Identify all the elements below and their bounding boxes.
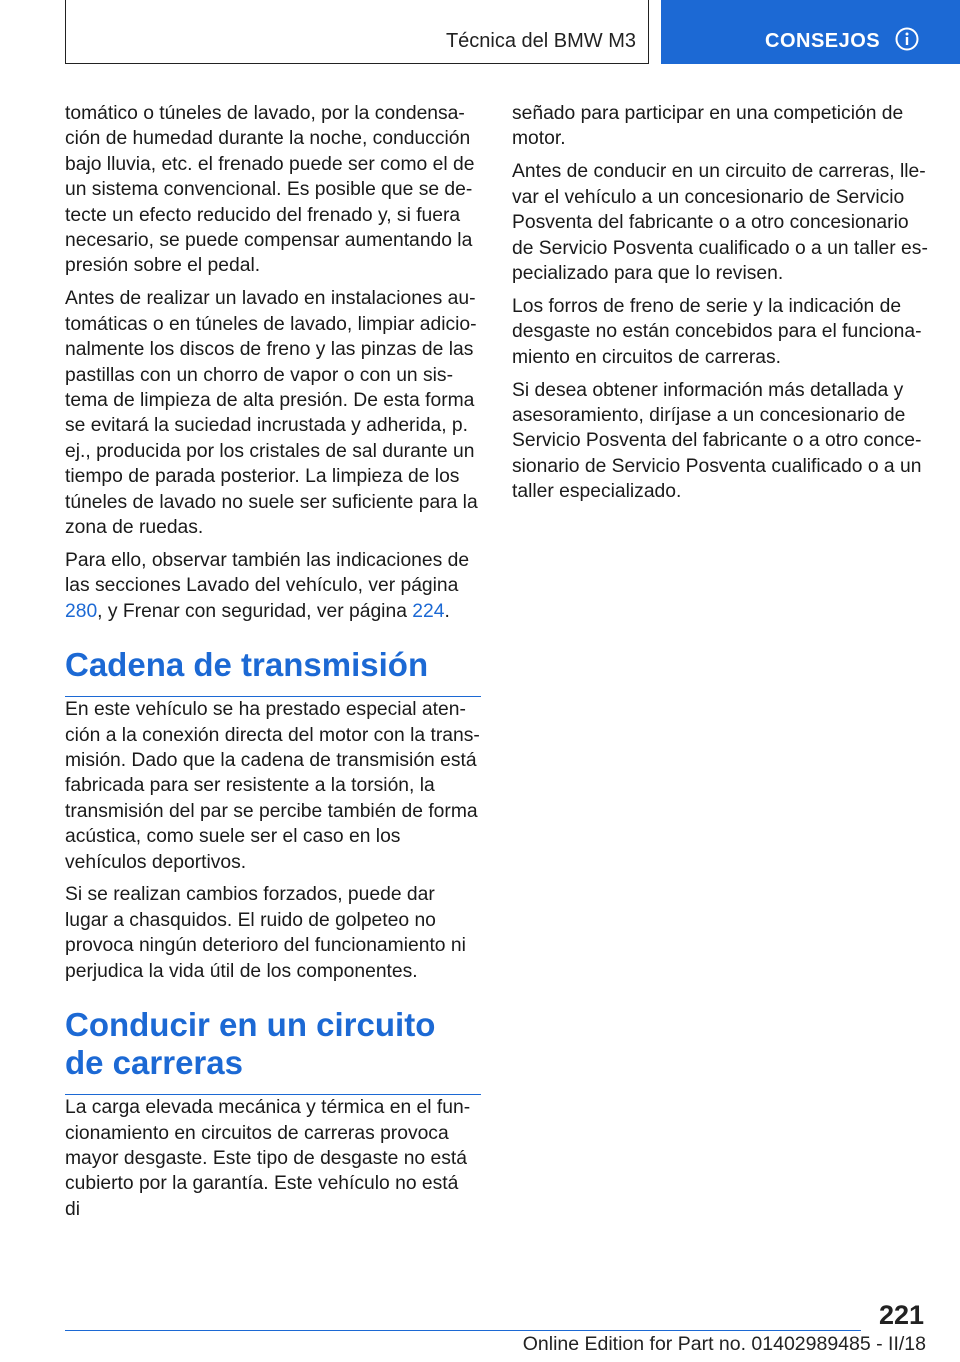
page-number: 221 [878,1300,924,1330]
page-link-224[interactable]: 224 [412,600,445,622]
text-run: , y Frenar con seguridad, ver página [97,600,413,622]
footer-divider [65,1330,861,1331]
tab-consejos[interactable] [661,0,960,64]
section-heading-transmission: Cadena de transmisión [65,646,481,697]
info-icon [895,27,919,51]
paragraph: Si se realizan cambios forzados, puede dar lugar a chasquidos. El ruido de golpeteo no provoca ningún deterioro del funcionamiento ni perjudica la vida útil de los componentes. [65,884,466,982]
paragraph: Antes de realizar un lavado en instalaciones automáticas o en túneles de lavado, limpiar adicionalmente los discos de freno y las pinzas de las pastillas con un chorro de vapor o con un sistema de limpieza de alta presión. De esta forma se evitará la suciedad incrustada y adherida, p. ej., producida por los cristales de sal durante un tiempo de parada posterior. La limpieza de los túneles de lavado no suele ser suficiente para la zona de ruedas. [65,288,478,538]
header-title-box [65,0,649,64]
paragraph: señado para participar en una competición de motor. [512,103,904,150]
paragraph: Antes de conducir en un circuito de carreras, llevar el vehículo a un concesionario de Servicio Posventa del fabricante o a otro concesionario de Servicio Posventa cualificado o a un taller especializado para que lo revisen. [512,161,928,284]
paragraph: Si desea obtener información más detallada y asesoramiento, diríjase a un concesionario de Servicio Posventa del fabricante o a otro concesionario de Servicio Posventa cualificado o a un taller especializado. [512,379,922,503]
text-run: Para ello, observar también las indicaciones de las secciones Lavado del vehículo, ver página [65,549,470,597]
right-column [512,101,928,512]
paragraph-with-links [65,548,481,624]
text-run: . [444,600,450,622]
paragraph: En este vehículo se ha prestado especial atención a la conexión directa del motor con la transmisión. Dado que la cadena de transmisión está fabricada para ser resistente a la torsión, la transmisión del par se percibe también de forma acústica, como suele ser el caso en los vehículos deportivos. [65,699,480,873]
footer-edition: Online Edition for Part no. 01402989485 - II/18 [522,1333,926,1355]
left-column [65,101,481,1230]
section-heading-race-track: Conducir en un circuito de carreras [65,1006,481,1095]
tab-consejos-label: CONSEJOS [765,30,881,52]
paragraph: Los forros de freno de serie y la indicación de desgaste no están concebidos para el funcionamiento en circuitos de carreras. [512,295,922,368]
paragraph: tomático o túneles de lavado, por la condensación de humedad durante la noche, conducción bajo lluvia, etc. el frenado puede ser como el de un sistema convencional. Es posible que se detecte un efecto reducido del frenado y, si fuera necesario, se puede compensar aumentando la presión sobre el pedal. [65,103,475,277]
paragraph: La carga elevada mecánica y térmica en el funcionamiento en circuitos de carreras provoca mayor desgaste. Este tipo de desgaste no está cubierto por la garantía. Este vehículo no está di [65,1097,471,1220]
header-title: Técnica del BMW M3 [445,30,636,52]
page-link-280[interactable]: 280 [65,600,98,622]
